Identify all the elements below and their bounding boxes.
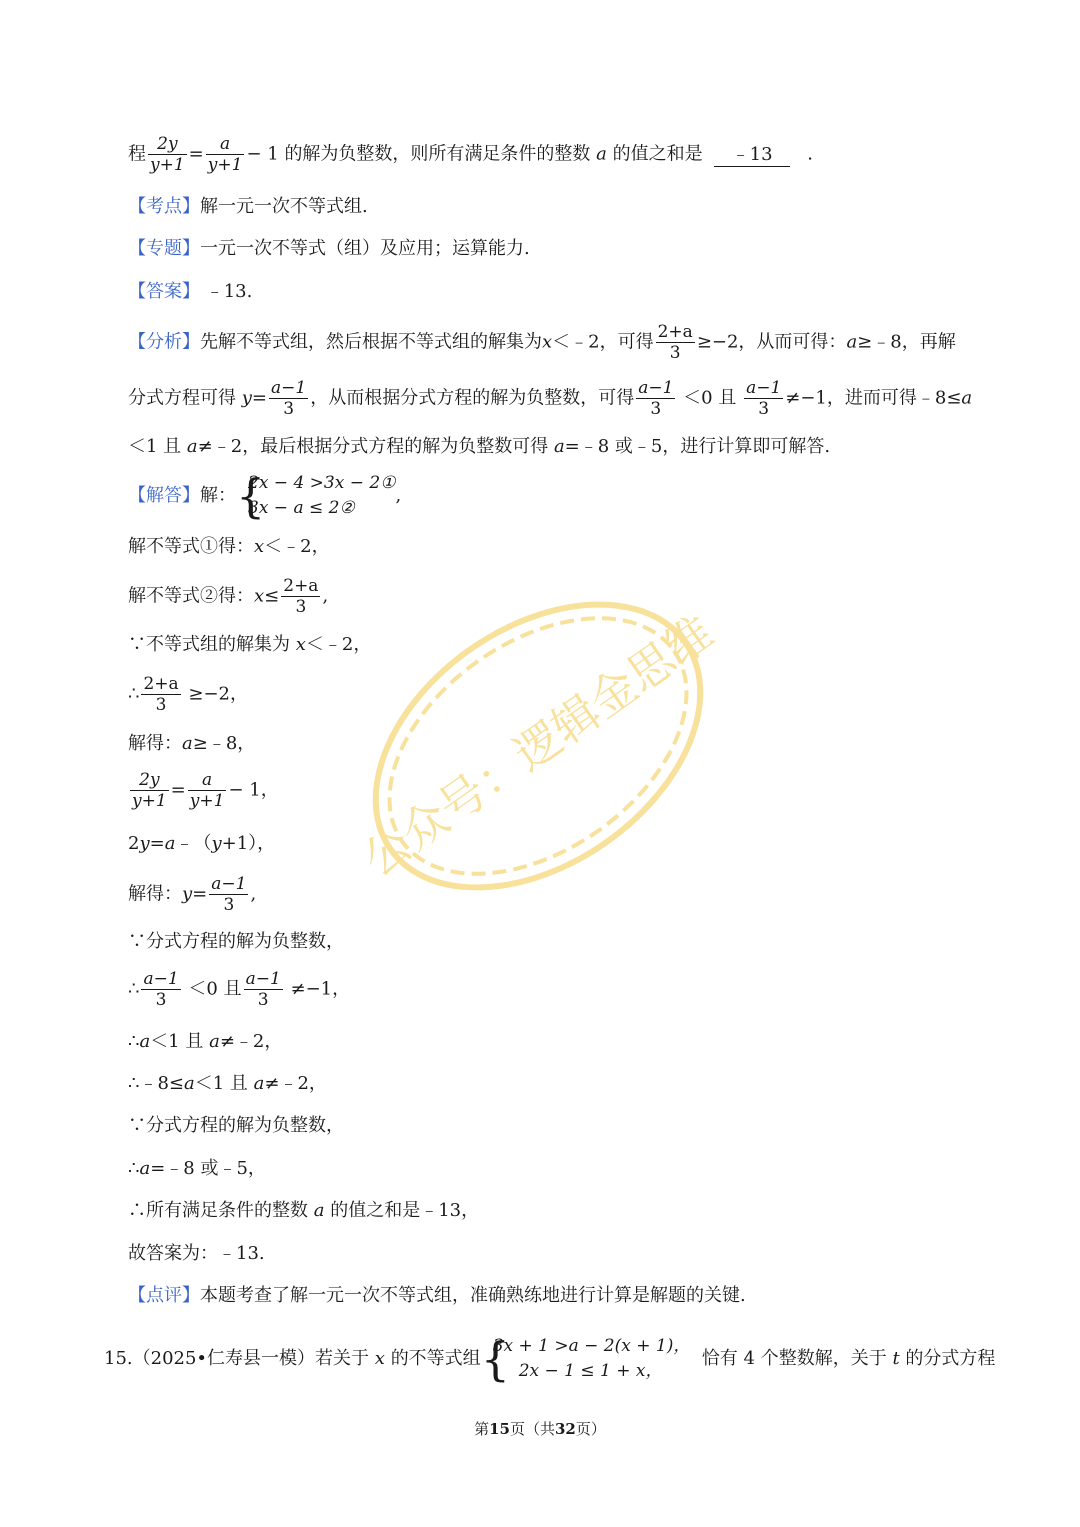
question-15: 15.（2025•仁寿县一模）若关于 x 的不等式组 { 3x + 1 >a − 2(x + 1)， 2x − 1 ≤ 1 + x， 恰有 4 个整数解，关于 t 的分式方程 — [104, 1332, 996, 1386]
intro-prefix: 程 — [128, 143, 146, 165]
fraction: $\frac{a-1}{3}$ — [746, 378, 782, 419]
zhuanti-tag: 【专题】 — [128, 238, 200, 259]
watermark-stamp — [352, 600, 724, 892]
answer-blank: ﹣13 — [714, 144, 790, 167]
fraction: $\frac{2+a}{3}$ — [657, 322, 693, 363]
daan-tag: 【答案】 — [128, 281, 200, 302]
step-16: 故答案为：﹣13. — [128, 1243, 265, 1264]
fraction: $\frac{a}{y+1}$ — [189, 770, 225, 811]
step-8: 解得：y= $\frac{a-1}{3}$ , — [128, 874, 257, 915]
page-number: 15 — [489, 1420, 510, 1438]
fraction: $\frac{a-1}{3}$ — [211, 874, 247, 915]
fraction: $\frac{a-1}{3}$ — [638, 378, 674, 419]
fraction: $\frac{2y}{y+1}$ — [150, 134, 185, 175]
step-11: ∴a＜1 且 a≠﹣2， — [128, 1031, 283, 1052]
fenxi-tag: 【分析】 — [128, 331, 200, 353]
page-footer: 第15页（共32页） — [474, 1420, 606, 1438]
jieda-line: 【解答】解： { 2x − 4 >3x − 2① 3x − a ≤ 2② , — [128, 469, 402, 523]
step-9: ∵分式方程的解为负整数， — [128, 931, 344, 952]
kaodian-line: 【考点】解一元一次不等式组. — [128, 196, 368, 217]
step-10: ∴ $\frac{a-1}{3}$ ＜0 且 $\frac{a-1}{3}$ ≠−1， — [128, 969, 351, 1010]
fenxi-line-3: ＜1 且 a≠﹣2，最后根据分式方程的解为负整数可得 a=﹣8 或﹣5，进行计算即可解答. — [128, 436, 831, 457]
fraction: $\frac{2+a}{3}$ — [283, 576, 319, 617]
zhuanti-line: 【专题】一元一次不等式（组）及应用；运算能力. — [128, 238, 530, 259]
page-total: 32 — [555, 1420, 576, 1438]
step-1: 解不等式①得：x＜﹣2， — [128, 536, 330, 557]
fenxi-line-2: 分式方程可得 y= $\frac{a-1}{3}$ ，从而根据分式方程的解为负整数，可得 $\frac{a-1}{3}$ ＜0 且 $\frac{a-1}{3}$ ≠−1，进而可得﹣8≤a — [128, 378, 973, 419]
step-14: ∴a=﹣8 或﹣5， — [128, 1158, 266, 1179]
dianping-line: 【点评】本题考查了解一元一次不等式组，准确熟练地进行计算是解题的关键. — [128, 1285, 746, 1306]
fraction: $\frac{a-1}{3}$ — [143, 969, 179, 1010]
step-6: $\frac{2y}{y+1}$ = $\frac{a}{y+1}$ − 1， — [132, 770, 279, 811]
kaodian-tag: 【考点】 — [128, 196, 200, 217]
dianping-tag: 【点评】 — [128, 1285, 200, 1306]
step-13: ∵分式方程的解为负整数， — [128, 1115, 344, 1136]
fraction: $\frac{2+a}{3}$ — [143, 674, 179, 715]
fraction: $\frac{2y}{y+1}$ — [132, 770, 167, 811]
step-3: ∵不等式组的解集为 x＜﹣2， — [128, 634, 372, 655]
jieda-tag: 【解答】 — [128, 485, 200, 506]
step-7: 2y=a﹣（y+1）， — [128, 833, 276, 854]
fraction: $\frac{a-1}{3}$ — [271, 378, 307, 419]
fraction: $\frac{a-1}{3}$ — [245, 969, 281, 1010]
step-4: ∴ $\frac{2+a}{3}$ ≥−2， — [128, 674, 249, 715]
left-brace-icon: { — [236, 469, 266, 523]
left-brace-icon: { — [480, 1332, 510, 1386]
step-2: 解不等式②得：x≤ $\frac{2+a}{3}$ , — [128, 576, 329, 617]
step-15: ∴所有满足条件的整数 a 的值之和是﹣13， — [128, 1200, 480, 1221]
answer-line: 【答案】 ﹣13. — [128, 281, 253, 302]
step-12: ∴﹣8≤a＜1 且 a≠﹣2， — [128, 1073, 327, 1094]
step-5: 解得：a≥﹣8， — [128, 733, 256, 754]
fenxi-line-1: 【分析】先解不等式组，然后根据不等式组的解集为x＜﹣2，可得 $\frac{2+a}{3}$ ≥−2，从而可得：a≥﹣8，再解 — [128, 322, 956, 363]
inequality-system: { 3x + 1 >a − 2(x + 1)， 2x − 1 ≤ 1 + x， — [480, 1332, 691, 1386]
watermark-text: 公众号：逻辑金思维 — [352, 605, 724, 887]
inequality-system: { 2x − 4 >3x − 2① 3x − a ≤ 2② — [236, 469, 396, 523]
fraction: $\frac{a}{y+1}$ — [207, 134, 243, 175]
intro-line: 程 $\frac{2y}{y+1}$ = $\frac{a}{y+1}$ − 1 的解为负整数，则所有满足条件的整数 a 的值之和是 ﹣13 . — [128, 134, 813, 175]
